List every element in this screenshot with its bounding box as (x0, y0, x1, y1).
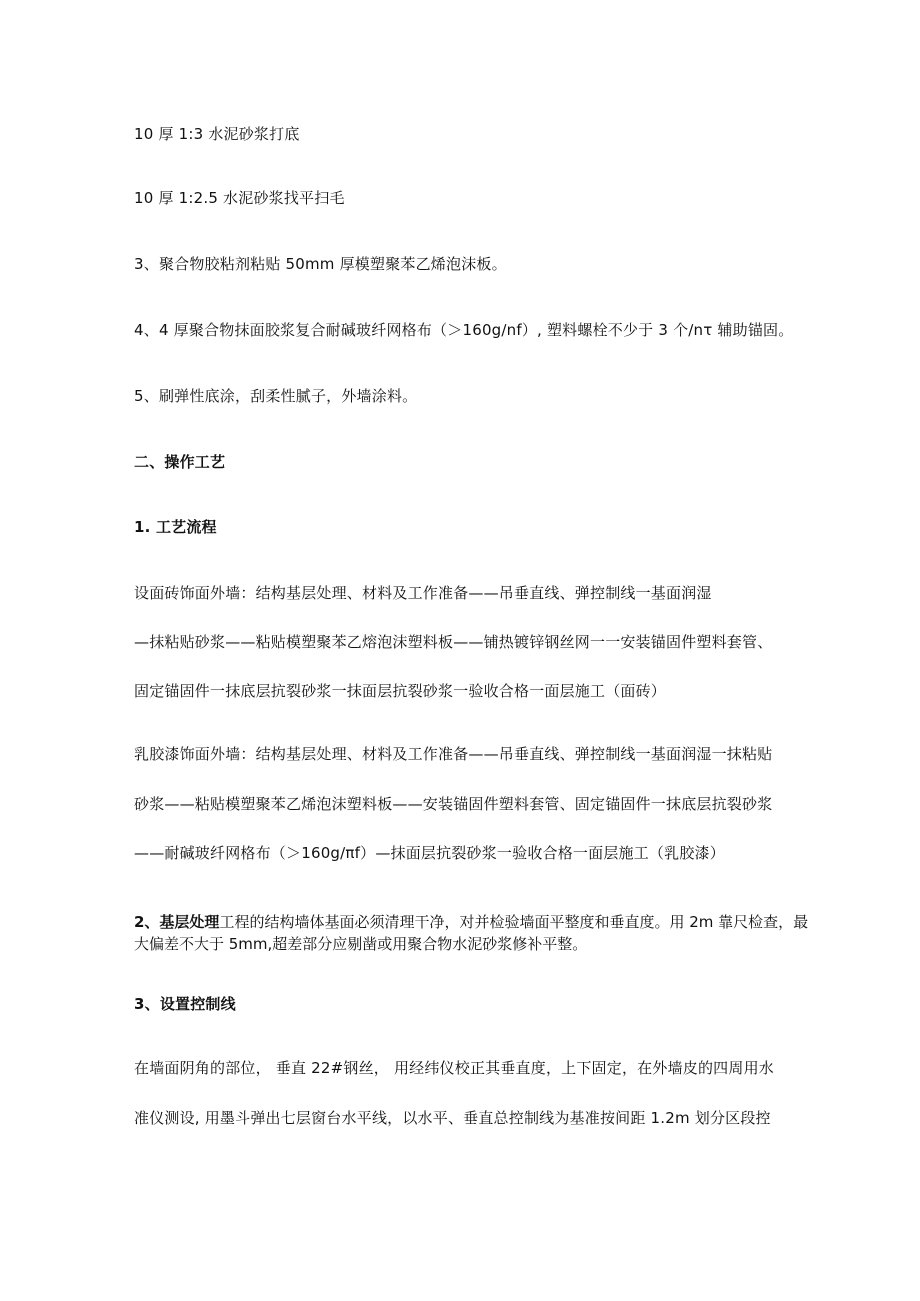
flow-latex-line-1: 乳胶漆饰面外墙：结构基层处理、材料及工作准备——吊垂直线、弹控制线一基面润湿一抹粘贴 (134, 745, 773, 763)
layer-line-2: 10 厚 1:2.5 水泥砂浆找平扫毛 (134, 189, 345, 207)
subsection-process-flow: 1. 工艺流程 (134, 518, 217, 536)
subsection-control-line: 3、设置控制线 (134, 995, 236, 1013)
flow-latex-line-2: 砂浆——粘贴模塑聚苯乙烯泡沫塑料板——安装锚固件塑料套管、固定锚固件一抹底层抗裂砂浆 (134, 795, 773, 813)
base-treatment-paragraph (134, 911, 814, 955)
layer-line-4: 4、4 厚聚合物抹面胶浆复合耐碱玻纤网格布（＞160g∕nf）, 塑料螺栓不少于 3 个∕nτ 辅助锚固。 (134, 321, 794, 339)
control-line-text-1: 在墙面阴角的部位， 垂直 22#钢丝， 用经纬仪校正其垂直度，上下固定，在外墙皮的四周用水 (134, 1059, 774, 1077)
section-title: 二、操作工艺 (134, 453, 226, 471)
flow-tile-line-1: 设面砖饰面外墙：结构基层处理、材料及工作准备——吊垂直线、弹控制线一基面润湿 (134, 584, 712, 602)
layer-line-3: 3、聚合物胶粘剂粘贴 50mm 厚模塑聚苯乙烯泡沫板。 (134, 255, 507, 273)
flow-latex-line-3: ——耐碱玻纤网格布（＞160g∕πf）—抹面层抗裂砂浆一验收合格一面层施工（乳胶漆） (134, 844, 725, 862)
flow-tile-line-3: 固定锚固件一抹底层抗裂砂浆一抹面层抗裂砂浆一验收合格一面层施工（面砖） (134, 682, 667, 700)
flow-tile-line-2: —抹粘贴砂浆——粘贴模塑聚苯乙熔泡沫塑料板——铺热镀锌钢丝网一一安装锚固件塑料套管、 (134, 633, 773, 651)
layer-line-1: 10 厚 1:3 水泥砂浆打底 (134, 125, 300, 143)
base-treatment-lead: 2、基层处理 (134, 913, 220, 931)
base-treatment-text: 工程的结构墙体基面必须清理干净，对并检验墙面平整度和垂直度。用 2m 靠尺检查，最大偏差不大于 5mm,超差部分应剔凿或用聚合物水泥砂浆修补平整。 (134, 913, 809, 953)
control-line-text-2: 准仪测设, 用墨斗弹出七层窗台水平线，以水平、垂直总控制线为基准按间距 1.2m 划分区段控 (134, 1109, 771, 1127)
layer-line-5: 5、刷弹性底涂，刮柔性腻子，外墙涂料。 (134, 387, 418, 405)
